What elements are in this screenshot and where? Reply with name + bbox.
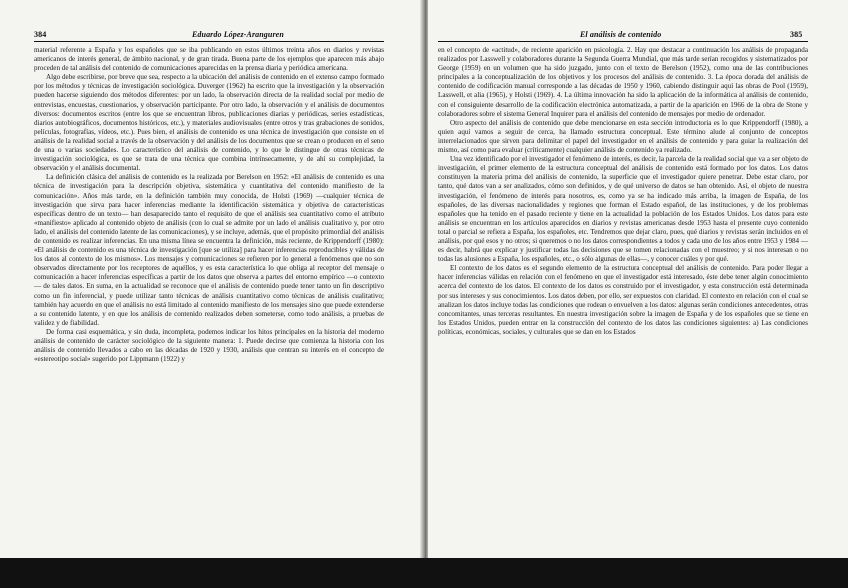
paragraph: Otro aspecto del análisis de contenido que debe mencionarse en esta sección introductoria es lo que Krippendorff (1980), a quien aquí vamos a seguir de cerca, ha llamado estructura conceptual. Este término alude al conjunto de conceptos interrelacionados que sirven para delimitar el papel del investigador en el análisis de contenido y para guiar la realización del mismo, así como para evaluar (críticamente) cualquier análisis de contenido ya realizado.: [438, 118, 808, 155]
scan-bottom-edge: [0, 558, 848, 588]
paragraph: material referente a España y los españoles que se iba publicando en estos últimos treinta años en diarios y revistas americanos de interés general, de ámbito nacional, y de gran tirada. Buena parte de los ejemplos que aparecen más abajo proceden de tal análisis del contenido de comunicaciones aparecidas en la prensa diaria y periódica americana.: [34, 46, 384, 73]
paragraph: Una vez identificado por el investigador el fenómeno de interés, es decir, la parcela de la realidad social que va a ser objeto de investigación, el primer elemento de la estructura conceptual del análisis de contenido está formado por los datos. Los datos constituyen la materia prima del análisis de contenido, la superficie que el investigador quiere penetrar. Debe estar claro, por tanto, qué datos van a ser analizados, cómo son definidos, y de qué universo de datos se han obtenido. Así, el objeto de nuestra investigación, el fenómeno de interés para nosotros, es, como ya se ha indicado más arriba, la imagen de España, de los españoles, de las diversas nacionalidades y regiones que forman el Estado español, de las instituciones, y de los problemas españoles que ha tenido en el pasado reciente y tiene en la actualidad la población de los Estados Unidos. Los datos para este análisis se encuentran en los artículos aparecidos en diarios y revistas americanas desde 1953 hasta el presente cuyo contenido total o parcial se refiera a España, los españoles, etc. Tendremos que dejar claro, pues, qué diarios y revistas serán incluidos en el análisis, por qué esos y no otros; si queremos o no los datos correspondientes a todos y cada uno de los años entre 1953 y 1984 —es decir, habrá que explicar y justificar todas las decisiones que se tomen relacionadas con el muestreo; y si nos interesan o no todas las alusiones a España, los españoles, etc., o sólo algunas de ellas—, y conocer cuáles y por qué.: [438, 155, 808, 264]
right-page: [428, 0, 848, 558]
paragraph: El contexto de los datos es el segundo elemento de la estructura conceptual del análisis de contenido. Para poder llegar a hacer inferencias válidas en relación con el fenómeno en que el investigador está interesado, éste debe tener algún conocimiento acerca del contexto de los datos. El contexto de los datos es construido por el investigador, y esta construcción está determinada por sus intereses y sus conocimientos. Los datos deben, por ello, ser expuestos con claridad. El contexto en relación con el cual se analizan los datos incluye todas las condiciones que rodean o envuelven a los datos: algunas serán condiciones antecedentes, otras concomitantes, unas terceras resultantes. En nuestra investigación sobre la imagen de España y de los españoles que se tiene en los Estados Unidos, pueden entrar en la construcción del contexto de los datos las condiciones siguientes: a) Las condiciones políticas, económicas, sociales, y culturales que se dan en los Estados: [438, 264, 808, 336]
running-head-right: [580, 30, 661, 39]
running-head-left-text: Eduardo López-Aranguren: [192, 30, 284, 39]
paragraph: La definición clásica del análisis de contenido es la realizada por Berelson en 1952: «El análisis de contenido es una técnica de investigación para la descripción objetiva, sistemática y cuantitativa del contenido manifiesto de la comunicación». Años más tarde, en la definición también muy conocida, de Holsti (1969) —cualquier técnica de investigación que sirva para hacer inferencias mediante la identificación sistemática y objetiva de características específicas dentro de un texto— han desaparecido tanto el requisito de que el análisis sea cuantitativo como el atributo «manifiesto» aplicado al contenido objeto de análisis (con lo cual se admite por un lado el análisis cualitativo y, por otro lado, el análisis del contenido latente de las comunicaciones), y se incluye, además, que el propósito primordial del análisis de contenido es realizar inferencias. En una misma línea se encuentra la definición, más reciente, de Krippendorff (1980): «El análisis de contenido es una técnica de investigación [que se utiliza] para hacer inferencias reproducibles y válidas de los datos al contexto de los mismos». Los mensajes y comunicaciones se refieren por lo general a fenómenos que no son observados directamente por los receptores de aquéllos, y es esta característica lo que obliga al receptor del mensaje o comunicación a hacer inferencias específicas a partir de los datos que observa a partes del entorno empírico —o contexto— de tales datos. En suma, en la actualidad se reconoce que el análisis de contenido puede tener tanto un fin descriptivo como un fin inferencial, y puede utilizar tanto técnicas de análisis cuantitativo como técnicas de análisis cualitativo; también hay acuerdo en que el análisis no está limitado al contenido manifiesto de los mensajes sino que puede extenderse a su contenido latente, y en que los análisis de contenido realizados deben someterse, como todo análisis, a pruebas de validez y de fiabilidad.: [34, 173, 384, 327]
paragraph: Algo debe escribirse, por breve que sea, respecto a la ubicación del análisis de contenido en el extenso campo formado por los métodos y técnicas de investigación sociológica. Duverger (1962) ha escrito que la investigación y la observación pueden hacerse siguiendo dos métodos diferentes: por un lado, la observación directa de la realidad social por medio de entrevistas, encuestas, cuestionarios, y observación participante. Por otro lado, la observación y el análisis de documentos diversos: documentos escritos (entre los que se encuentran libros, publicaciones diarias y periódicas, series estadísticas, diarios autobiográficos, documentos históricos, etc.), y materiales audiovisuales (entre otros y tras grabaciones de sonidos, películas, fotografías, vídeos, etc.). Pues bien, el análisis de contenido es una técnica de investigación que consiste en el análisis de la realidad social a través de la observación y del análisis de los documentos que se crean o producen en el seno de una o varias sociedades. Lo característico del análisis de contenido, y lo que le distingue de otras técnicas de investigación sociológica, es que se trata de una técnica que combina intrínsecamente, y de ahí su complejidad, la observación y el análisis documental.: [34, 73, 384, 173]
running-head-left: [192, 30, 284, 39]
header-rule-right: [438, 41, 808, 42]
running-head-right-text: El análisis de contenido: [580, 30, 662, 39]
page-number-right: 385: [790, 30, 803, 39]
left-page-body: [34, 46, 384, 364]
left-page: [0, 0, 422, 558]
paragraph: De forma casi esquemática, y sin duda, incompleta, podemos indicar los hitos principales en la historia del moderno análisis de contenido de carácter sociológico de la siguiente manera: 1. Puede decirse que comienza la historia con los análisis de contenido llevados a cabo en las décadas de 1920 y 1930, análisis que centran su interés en el concepto de «estereotipo social» sugerido por Lippmann (1922) y: [34, 327, 384, 364]
right-page-body: [438, 46, 808, 337]
page-number-left: 384: [34, 30, 47, 39]
header-rule-left: [34, 41, 384, 42]
paragraph: en el concepto de «actitud», de reciente aparición en psicología. 2. Hay que destacar a continuación los análisis de propaganda realizados por Lasswell y colaboradores durante la Segunda Guerra Mundial, que más tarde serían recogidos y sistematizados por George (1959) en un volumen que ha sido juzgado, junto con el texto de Berelson (1952), como una de las contribuciones principales a la conceptualización de los objetivos y los procesos del análisis de contenido. 3. La época dorada del análisis de contenido de codificación manual corresponde a las décadas de 1950 y 1960, cabiendo distinguir aquí las obras de Pool (1959), Lasswell, et alia (1965), y Holsti (1969). 4. La última innovación ha sido la aplicación de la informática al análisis de contenido, con el consiguiente desarrollo de la codificación electrónica automatizada, a partir de la aparición en 1966 de la obra de Stone y colaboradores sobre el sistema General Inquirer para el análisis del contenido de mensajes por medio de ordenador.: [438, 46, 808, 118]
